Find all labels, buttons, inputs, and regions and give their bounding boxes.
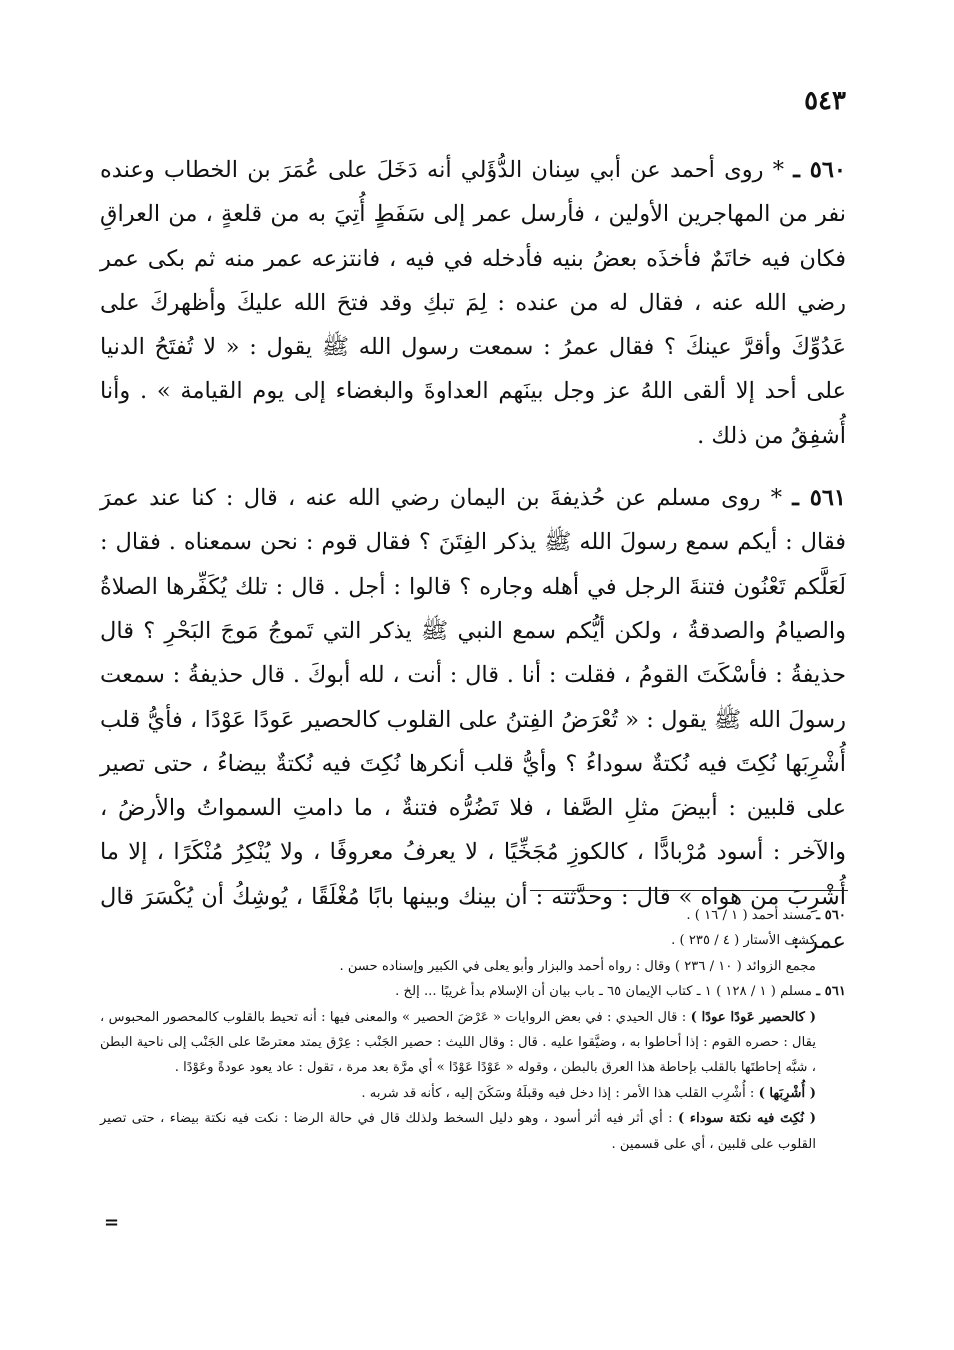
footnotes — [100, 903, 846, 1157]
footnote-number: ٥٦٠ ـ — [816, 908, 846, 923]
footnote-text: كشف الأستار ( ٤ / ٢٣٥ ) . — [671, 933, 816, 949]
hadith-text: * روى أحمد عن أبي سِنان الدُّؤَلي أنه دَخَلَ على عُمَرَ بن الخطاب وعنده نفر من المهاجرين الأولين ، فأرسل عمر إلى سَفَطٍ أُتِيَ به من قلعةٍ ، من العراقِ فكان فيه خاتَمٌ فأخذَه بعضُ بنيه فأدخله في فيه ، فانتزعه عمر منه ثم بكى عمر رضي الله عنه ، فقال له من عنده : لِمَ تبكِ وقد فتحَ الله عليكَ وأظهركَ على عَدُوِّكَ وأقرَّ عينكَ ؟ فقال عمرُ : سمعت رسول الله ﷺ يقول : « لا تُفتَحُ الدنيا على أحد إلا ألقى اللهُ عز وجل بينَهم العداوةَ والبغضاء إلى يوم القيامة » . وأنا أُشفِقُ من ذلك . — [100, 157, 846, 449]
footnote-text: مسلم ( ١ / ١٢٨ ) ١ ـ كتاب الإيمان ٦٥ ـ باب بيان أن الإسلام بدأ غريبًا ... إلخ . — [395, 984, 813, 1000]
footnote — [100, 903, 846, 928]
footnote-text: مجمع الزوائد ( ١٠ / ٢٣٦ ) وقال : رواه أحمد والبزار وأبو يعلى في الكبير وإسناده حسن . — [339, 958, 816, 974]
footnote — [100, 979, 846, 1004]
footnote-text: : أي أثر فيه أثر أسود ، وهو دليل السخط ولذلك قال في حالة الرضا : نكت فيه نكتة بيضاء ، حتى تصير القلوب على قلبين ، أي على قسمين . — [100, 1111, 816, 1152]
hadith-paragraph — [100, 148, 846, 458]
footnote — [100, 1081, 846, 1106]
footnote-text: : قال الحيدي : في بعض الروايات « عَرْضَ الحصير » والمعنى فيها : أنه تحيط بالقلوب كالمحصور المحبوس ، يقال : حصره القوم : إذا أحاطوا به ، وضيَّقوا عليه . قال : وقال الليث : حصير الجَنْب : عِرْق يمتد معترضًا على الجَنْب إلى ناحية البطن ، شبَّه إحاطتَها بالقلب بإحاطة هذا العرق بالبطن ، وقوله « عَوْدًا عَوْدًا » أي مرَّة بعد مرة ، تقول : عاد يعود عودةً وعَوْدًا . — [100, 1009, 816, 1076]
footnote — [100, 1005, 846, 1081]
footnote — [100, 954, 846, 979]
page-number: ٥٤٣ — [804, 86, 846, 116]
footnote-text: : أُشْرِب القلب هذا الأمر : إذا دخل فيه وقبلَهُ وسَكَنَ إليه ، كأنه قد شربه . — [361, 1085, 755, 1101]
footnote-term: ( أُشْرِبَها ) — [758, 1085, 816, 1101]
continuation-mark: = — [104, 1212, 120, 1233]
footnote-term: ( نُكِتَ فيه نكتة سوداء ) — [677, 1111, 817, 1127]
hadith-number: ٥٦١ ـ — [792, 485, 846, 512]
footnote-number: ٥٦١ ـ — [816, 984, 846, 1000]
footnote-text: مسند أحمد ( ١ / ١٦ ) . — [686, 908, 813, 923]
hadith-text: * روى مسلم عن حُذيفةَ بن اليمان رضي الله عنه ، قال : كنا عند عمرَ فقال : أيكم سمع رسولَ الله ﷺ يذكر الفِتَنَ ؟ فقال قوم : نحن سمعناه . فقال : لَعَلَّكم تَعْنُون فتنةَ الرجل في أهله وجاره ؟ قالوا : أجل . قال : تلك يُكَفِّرها الصلاةُ والصيامُ والصدقةُ ، ولكن أيُّكم سمع النبي ﷺ يذكر التي تَموجُ مَوجَ البَحْرِ ؟ قال حذيفةُ : فأسْكَتَ القومُ ، فقلت : أنا . قال : أنت ، لله أبوكَ . قال حذيفةُ : سمعت رسولَ الله ﷺ يقول : « تُعْرَضُ الفِتنُ على القلوب كالحصير عَودًا عَوْدًا ، فأيُّ قلب أُشْرِبَها نُكِتَ فيه نُكتةٌ سوداءُ ؟ وأيُّ قلب أنكرها نُكِتَ فيه نُكتةٌ بيضاءُ ، حتى تصير على قلبين : أبيضَ مثلِ الصَّفا ، فلا تَضُرُّه فتنةٌ ، ما دامتِ السمواتُ والأرضُ ، والآخر : أسود مُرْبادًّا ، كالكوزِ مُجَخِّيًا ، لا يعرفُ معروفًا ، ولا يُنْكِرُ مُنْكَرًا ، إلا ما أُشْرِبَ من هواه » قال : وحدَّثته : أن بينك وبينها بابًا مُغْلَقًا ، يُوشِكُ أن يُكْسَرَ قال عمر : — [100, 485, 846, 955]
footnote — [100, 1106, 846, 1157]
footnote — [100, 928, 846, 953]
footnote-term: ( كالحصير عَودًا عودًا ) — [690, 1009, 816, 1025]
main-text — [100, 148, 846, 963]
footnote-divider — [530, 890, 848, 891]
hadith-number: ٥٦٠ ـ — [793, 157, 846, 183]
